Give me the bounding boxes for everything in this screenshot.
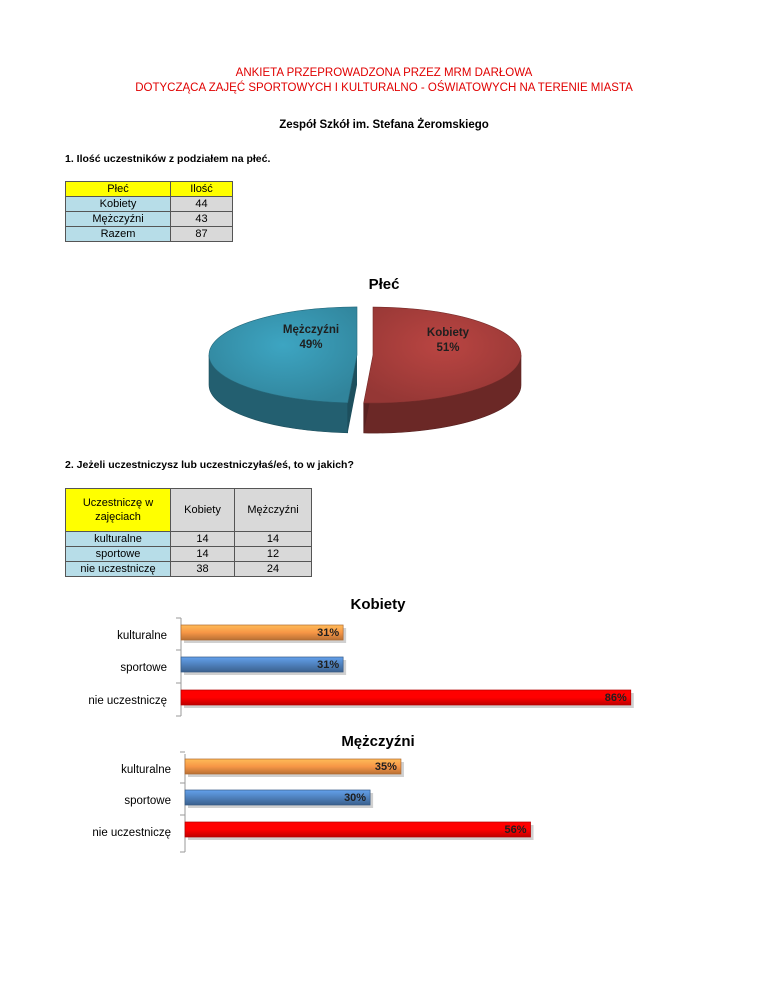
table-cell: 38 <box>171 562 235 577</box>
participation-table-header-activity: Uczestniczę w zajęciach <box>66 489 171 532</box>
document-title-line-2: DOTYCZĄCA ZAJĘĆ SPORTOWYCH I KULTURALNO - OŚWIATOWYCH NA TERENIE MIASTA <box>135 82 633 94</box>
table-cell: 44 <box>171 197 233 212</box>
mezczyzni-chart-title: Mężczyźni <box>341 733 415 750</box>
school-name: Zespół Szkół im. Stefana Żeromskiego <box>279 119 489 131</box>
table-cell: sportowe <box>66 547 171 562</box>
kobiety-bar <box>181 690 631 705</box>
mezczyzni-category-label: nie uczestniczę <box>92 827 171 839</box>
pie-label-percent: 49% <box>299 339 323 351</box>
kobiety-chart-title: Kobiety <box>350 596 406 613</box>
kobiety-category-label: nie uczestniczę <box>88 695 167 707</box>
table-cell: kulturalne <box>66 532 171 547</box>
participation-table-header-women: Kobiety <box>171 489 235 532</box>
table-cell: 43 <box>171 212 233 227</box>
mezczyzni-bar <box>185 790 370 805</box>
mezczyzni-category-label: sportowe <box>124 795 171 807</box>
question-1: 1. Ilość uczestników z podziałem na płeć. <box>65 153 271 165</box>
table-cell: 24 <box>235 562 312 577</box>
question-2: 2. Jeżeli uczestniczysz lub uczestniczyłaś/eś, to w jakich? <box>65 459 354 471</box>
mezczyzni-value-label: 35% <box>374 761 397 773</box>
pie-label-percent: 51% <box>436 342 460 354</box>
kobiety-value-label: 31% <box>317 659 340 671</box>
kobiety-value-label: 86% <box>604 692 627 704</box>
table-cell: 14 <box>235 532 312 547</box>
table-cell: 14 <box>171 532 235 547</box>
table-cell: Kobiety <box>66 197 171 212</box>
pie-slice-kobiety <box>364 307 521 433</box>
pie-label-category: Mężczyźni <box>282 324 340 336</box>
participation-table-header-men: Mężczyźni <box>235 489 312 532</box>
gender-table-header-count: Ilość <box>171 182 233 197</box>
table-cell: Razem <box>66 227 171 242</box>
mezczyzni-bar <box>185 759 401 774</box>
table-cell: 87 <box>171 227 233 242</box>
kobiety-category-label: kulturalne <box>117 630 167 642</box>
kobiety-category-label: sportowe <box>120 662 167 674</box>
mezczyzni-bar <box>185 822 531 837</box>
document-title-line-1: ANKIETA PRZEPROWADZONA PRZEZ MRM DARŁOWA <box>235 67 533 79</box>
mezczyzni-value-label: 56% <box>504 824 527 836</box>
mezczyzni-category-label: kulturalne <box>121 764 171 776</box>
pie-chart-title: Płeć <box>368 276 400 293</box>
pie-label-category: Kobiety <box>426 327 470 339</box>
mezczyzni-value-label: 30% <box>344 792 367 804</box>
table-cell: nie uczestniczę <box>66 562 171 577</box>
table-cell: Mężczyźni <box>66 212 171 227</box>
gender-table-header-gender: Płeć <box>66 182 171 197</box>
table-cell: 14 <box>171 547 235 562</box>
table-cell: 12 <box>235 547 312 562</box>
kobiety-value-label: 31% <box>317 627 340 639</box>
